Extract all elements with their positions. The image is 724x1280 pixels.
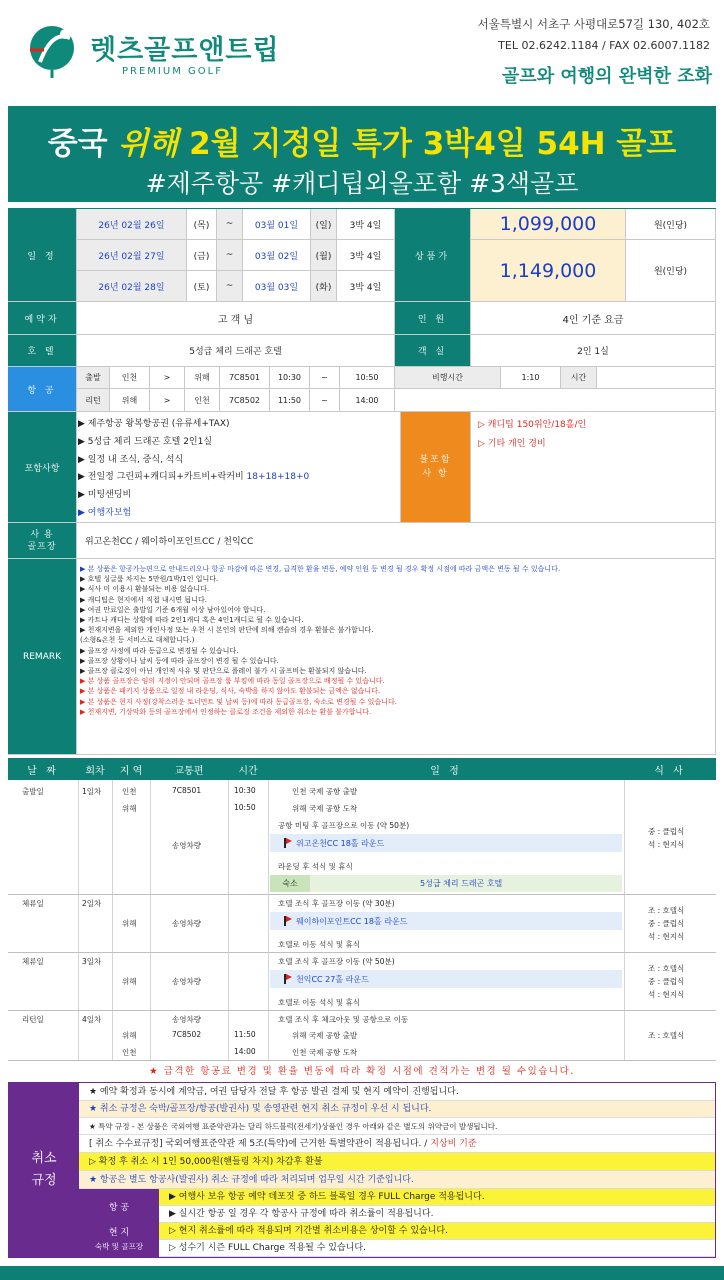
itinerary-day: 3일차	[82, 957, 102, 966]
flight-arrow: >	[150, 367, 185, 389]
meal: 석 : 현지식	[648, 990, 685, 999]
included-item: ▶ 5성급 체리 드래곤 호텔 2인1실	[78, 436, 213, 447]
itinerary-time: 10:30	[234, 786, 256, 795]
label-cancel-2: 규정	[31, 1173, 57, 1188]
itinerary-region: 위해	[122, 919, 137, 928]
itinerary-time: 10:50	[234, 803, 256, 812]
label-golf	[8, 523, 77, 559]
label-included: 포함사항	[8, 412, 77, 523]
flight-blank	[395, 389, 716, 412]
itinerary-region: 인천	[122, 787, 137, 796]
itinerary-item: 공항 미팅 후 골프장으로 이동 (약 50분)	[278, 821, 410, 830]
label-time: 시간	[561, 367, 597, 389]
flight-dep: 11:50	[270, 389, 310, 412]
itinerary-date: 리턴일	[22, 1015, 44, 1024]
included-item: ▶ 미팅샌딩비	[78, 490, 132, 501]
label-reserver: 예약자	[8, 302, 77, 335]
flight-to: 위해	[185, 367, 220, 389]
itinerary-date: 체류일	[22, 899, 44, 908]
slogan: 골프와 여행의 완벽한 조화	[501, 66, 712, 87]
itinerary-time: 14:00	[234, 1047, 256, 1056]
remark-item: ▶ 본 상품 골프장은 임의 지정이 안되며 골프장 룸 부킹에 따라 동일 골프장으로 배정될 수 있습니다.	[80, 677, 385, 686]
price-2: 1,149,000	[471, 240, 626, 302]
remark-item: ▶ 카트나 캐디는 상황에 따라 2인1캐디 혹은 4인1캐디로 될 수 있습니다.	[80, 616, 304, 625]
header	[0, 0, 724, 98]
remark-item: ▶ 골프장 클로징이 아닌 개인적 사유 및 판단으로 플레이 불가 시 골프비는 환불되지 않습니다.	[80, 667, 367, 676]
page-title	[8, 118, 716, 163]
date-end: 03월 01일	[243, 209, 311, 240]
itinerary-region: 위해	[122, 977, 137, 986]
label-cancel-local-1: 현 지	[108, 1228, 130, 1238]
itinerary-item: 호텔 조식 후 골프장 이동 (약 30분)	[278, 899, 395, 908]
remark-item: ▶ 골프장 사정에 따라 동급으로 변경될 수 있습니다.	[80, 646, 239, 655]
meal: 중 : 클럽식	[648, 919, 685, 928]
company-phone: TEL 02.6242.1184 / FAX 02.6007.1182	[498, 39, 710, 52]
label-cancel-air: 항 공	[79, 1189, 159, 1223]
date-tilde: ~	[217, 271, 243, 302]
cancel-rule: ★ 특약 규정 - 본 상품은 국외여행 표준약관과는 달리 하드블럭(전세기)상품인 경우 아래와 같은 별도의 위약금이 발생됩니다.	[79, 1118, 715, 1135]
flight-dir: 리턴	[77, 389, 110, 412]
label-excluded-2: 사 항	[422, 469, 449, 479]
hashtags: #제주항공 #캐디팁외올포함 #3색골프	[145, 169, 579, 198]
remark-item: ▶ 호텔 싱글룸 차지는 5만원/1박/1인 입니다.	[80, 575, 219, 584]
per-person-1: 원(인당)	[626, 209, 716, 240]
label-price: 상품가	[395, 209, 471, 302]
meal: 조 : 호텔식	[648, 964, 685, 973]
cancel-air-rule: ▶ 여행사 보유 항공 예약 데포짓 중 하드 블록일 경우 FULL Charge 적용됩니다.	[159, 1189, 715, 1206]
footer-bar	[0, 1266, 724, 1280]
itinerary-transport: 7C8502	[172, 1030, 202, 1039]
col-region: 지 역	[112, 758, 150, 780]
included-item: ▶ 제주항공 왕복항공권 (유류세+TAX)	[78, 419, 230, 429]
label-excluded-1: 불포함	[419, 455, 452, 465]
flight-time: 1:10	[501, 367, 561, 389]
hotel: 5성급 체리 드래곤 호텔	[77, 335, 395, 367]
remark-list	[80, 564, 560, 717]
title-product: 2월 지정일 특가 3박4일 54H 골프	[189, 126, 677, 162]
flight-to: 인천	[185, 389, 220, 412]
included-item: ▶ 일정 내 조식, 중식, 석식	[78, 454, 184, 465]
golf-round-bar	[270, 834, 622, 852]
col-transport: 교통편	[150, 758, 228, 780]
meal: 석 : 현지식	[648, 932, 685, 941]
itinerary-item: 인천 국제 공항 출발	[292, 787, 358, 796]
cancel-policy	[8, 1082, 716, 1258]
golf-flag-icon	[284, 916, 286, 926]
golf-round-bar	[270, 970, 622, 988]
date-end-dow: (일)	[311, 209, 337, 240]
remark-item: ▶ 천재지변, 기상악화 등의 골프장에서 인정하는 클로징 조건을 제외한 취소는 환불 불가합니다.	[80, 707, 372, 716]
stay-bar	[270, 875, 622, 892]
company-address: 서울특별시 서초구 사평대로57길 130, 402호	[477, 17, 710, 31]
excluded-list	[478, 416, 586, 454]
flight-dir: 출발	[77, 367, 110, 389]
itinerary-region: 위해	[122, 1031, 137, 1040]
golf-round: 웨이하이포인트CC 18홀 라운드	[296, 916, 408, 926]
golf-round: 위고온천CC 18홀 라운드	[296, 838, 385, 848]
itinerary-region: 위해	[122, 804, 137, 813]
date-nights: 3박 4일	[337, 209, 395, 240]
col-time: 시간	[228, 758, 268, 780]
remark-item: ▶ 식사 미 이용시 환불되는 비용 없습니다.	[80, 585, 210, 594]
itinerary-day: 2일차	[82, 899, 102, 908]
price-1: 1,099,000	[471, 209, 626, 240]
excluded-item: ▷ 기타 개인 경비	[478, 439, 546, 449]
remark-item: ▶ 천재지변을 제외한 개인사정 또는 우천 시 본인의 판단에 의해 캔슬의 경우 환불은 불가합니다.	[80, 626, 374, 635]
remark-item: ▶ 캐디팁은 현지에서 직접 내시면 됩니다.	[80, 595, 207, 604]
title-country: 중국	[47, 126, 119, 162]
itinerary-item: 호텔로 이동 석식 및 휴식	[278, 940, 360, 949]
room: 2인 1실	[471, 335, 716, 367]
flight-tilde: ~	[310, 367, 340, 389]
itinerary-date: 체류일	[22, 957, 44, 966]
reserver: 고 객 님	[77, 302, 395, 335]
date-end-dow: (화)	[311, 271, 337, 302]
flight-no: 7C8501	[220, 367, 270, 389]
itinerary-item: 위해 국제 공항 출발	[292, 1031, 358, 1040]
flight-blank	[597, 367, 716, 389]
date-end: 03월 03일	[243, 271, 311, 302]
date-start: 26년 02월 28일	[77, 271, 187, 302]
itinerary-transport: 7C8501	[172, 786, 202, 795]
label-cancel	[9, 1083, 79, 1257]
label-remark: REMARK	[8, 559, 77, 755]
cancel-air-rule: ▶ 실시간 항공 일 경우 각 항공사 규정에 따라 취소률이 적용됩니다.	[159, 1206, 715, 1223]
flight-from: 인천	[110, 367, 150, 389]
label-cancel-1: 취소	[31, 1151, 57, 1166]
cancel-local-rule: ▷ 현지 취소률에 따라 적용되며 기간별 취소비용은 상이할 수 있습니다.	[159, 1223, 715, 1240]
itinerary-time: 11:50	[234, 1030, 256, 1039]
itinerary-transport: 송영차량	[172, 919, 201, 928]
golf-round: 천익CC 27홀 라운드	[296, 974, 369, 984]
col-schedule: 일 정	[268, 758, 624, 780]
itinerary-transport: 송영차량	[172, 977, 201, 986]
itinerary-item: 위해 국제 공항 도착	[292, 804, 358, 813]
date-nights: 3박 4일	[337, 271, 395, 302]
flight-no: 7C8502	[220, 389, 270, 412]
date-end: 03월 02일	[243, 240, 311, 271]
flight-tilde: ~	[310, 389, 340, 412]
label-cancel-local-2: 숙박 및 골프장	[94, 1242, 144, 1251]
label-schedule: 일 정	[8, 209, 77, 302]
label-hotel: 호 텔	[8, 335, 77, 367]
date-start-dow: (토)	[187, 271, 217, 302]
cancel-rule: ★ 취소 규정은 숙박/골프장/항공(발권사) 및 송영관련 현지 취소 규정이 우선 시 됩니다.	[79, 1101, 715, 1118]
date-start-dow: (목)	[187, 209, 217, 240]
label-golf-1: 사 용	[30, 529, 54, 540]
golf-flag-icon	[284, 974, 286, 984]
label-excluded	[401, 412, 471, 523]
remark-item: (소형&온천 등 서비스로 대체합니다.)	[80, 636, 195, 645]
label-flight-time: 비행시간	[395, 367, 501, 389]
meal: 조 : 호텔식	[648, 906, 685, 915]
weekday-note: 지상비 기준	[430, 1139, 477, 1149]
remark-item: ▶ 본 상품은 항공가능편으로 안내드리오나 항공 마감에 따른 변경, 급격한 환율 변동, 예약 인원 등 변경 될 경우 확정 시점에 따라 금액은 변동 될 수 있습니다.	[80, 565, 561, 573]
date-tilde: ~	[217, 209, 243, 240]
meal: 중 : 클럽식	[648, 977, 685, 986]
title-banner	[8, 106, 716, 202]
remark-item: ▶ 본 상품은 현지 사정(강착스러운 토너먼트 및 날씨 등)에 따라 동급골프장, 숙소로 변경될 수 있습니다.	[80, 697, 397, 706]
remark-item: ▶ 여권 만료일은 출발일 기준 6개월 이상 남아있어야 합니다.	[80, 605, 266, 614]
golf-round-bar	[270, 912, 622, 930]
flight-arrow: >	[150, 389, 185, 412]
flight-arr: 14:00	[340, 389, 395, 412]
label-cancel-local	[79, 1223, 159, 1257]
label-room: 객 실	[395, 335, 471, 367]
meal: 석 : 현지식	[648, 840, 685, 849]
date-nights: 3박 4일	[337, 240, 395, 271]
cancel-rule: ★ 예약 확정과 동시에 계약금, 여권 담당자 전달 후 항공 발권 결제 및 현지 예약이 진행됩니다.	[79, 1084, 715, 1101]
itinerary-item: 호텔로 이동 석식 및 휴식	[278, 998, 360, 1007]
golf-flag-icon	[284, 838, 286, 848]
greenfee-detail: 18+18+18+0	[246, 472, 310, 483]
cancel-rule: [ 취소 수수료규정] 국외여행표준약관 제 5조(특약)에 근거한 특별약관이 적용됩니다. / 지상비 기준	[79, 1135, 715, 1153]
cancel-rule: ★ 항공은 별도 항공사(발권사) 취소 규정에 따라 처리되며 업무일 시간 기준입니다.	[79, 1171, 715, 1189]
date-start: 26년 02월 26일	[77, 209, 187, 240]
itinerary-transport: 송영차량	[172, 841, 201, 850]
flight-arr: 10:50	[340, 367, 395, 389]
cancel-rule: ▷ 확정 후 취소 시 1인 50,000원(핸들링 차지) 차감후 환불	[79, 1153, 715, 1171]
itinerary-transport: 송영차량	[172, 1015, 201, 1024]
flight-from: 위해	[110, 389, 150, 412]
included-item: ▶ 전일정 그린피+캐디피+카트비+락커비 18+18+18+0	[78, 472, 310, 483]
itinerary-item: 인천 국제 공항 도착	[292, 1048, 358, 1057]
itinerary-item: 라운딩 후 석식 및 휴식	[278, 862, 353, 871]
itinerary-item: 호텔 조식 후 체크아웃 및 공항으로 이동	[278, 1015, 409, 1024]
remark-item: ▶ 골프장 상황이나 날씨 등에 따라 골프장이 변경 될 수 있습니다.	[80, 656, 279, 665]
logo-subtitle: PREMIUM GOLF	[122, 66, 223, 77]
per-person-2: 원(인당)	[626, 240, 716, 302]
date-start-dow: (금)	[187, 240, 217, 271]
stay-hotel: 5성급 체리 드래곤 호텔	[420, 879, 503, 888]
date-tilde: ~	[217, 240, 243, 271]
excluded-item: ▷ 캐디팁 150위안/18홀/인	[478, 420, 587, 430]
cancel-local-rule: ▷ 성수기 시즌 FULL Charge 적용될 수 있습니다.	[159, 1240, 715, 1257]
flight-dep: 10:30	[270, 367, 310, 389]
included-list	[78, 416, 398, 523]
itinerary-day: 1일차	[82, 787, 102, 796]
meal: 중 : 클럽식	[648, 827, 685, 836]
itinerary-item: 호텔 조식 후 골프장 이동 (약 50분)	[278, 957, 395, 966]
date-start: 26년 02월 27일	[77, 240, 187, 271]
label-people: 인 원	[395, 302, 471, 335]
logo-name: 렛츠골프앤트립	[90, 35, 280, 66]
label-golf-2: 골프장	[27, 541, 57, 552]
itinerary-date: 출발일	[22, 787, 44, 796]
price-notice: ★ 급격한 항공료 변경 및 환율 변동에 따라 확정 시점에 견적가는 변경 될 수있습니다.	[149, 1066, 575, 1077]
remark-item: ▶ 본 상품은 패키지 상품으로 일정 내 라운딩, 식사, 숙박을 하지 않아도 환불되는 금액은 없습니다.	[80, 687, 381, 696]
title-city: 위해	[118, 126, 190, 162]
meal: 조 : 호텔식	[648, 1031, 685, 1040]
golf-courses: 위고온천CC / 웨이하이포인트CC / 천익CC	[77, 523, 716, 559]
people: 4인 기준 요금	[471, 302, 716, 335]
label-air: 항 공	[8, 367, 77, 412]
itinerary-region: 인천	[122, 1048, 137, 1057]
col-meal: 식 사	[624, 758, 716, 780]
col-day: 회차	[78, 758, 112, 780]
included-item: ▶ 여행자보험	[78, 507, 132, 518]
col-date: 날 짜	[8, 758, 78, 780]
stay-label: 숙소	[270, 875, 310, 892]
date-end-dow: (월)	[311, 240, 337, 271]
itinerary-day: 4일차	[82, 1015, 102, 1024]
logo-icon	[22, 20, 82, 80]
